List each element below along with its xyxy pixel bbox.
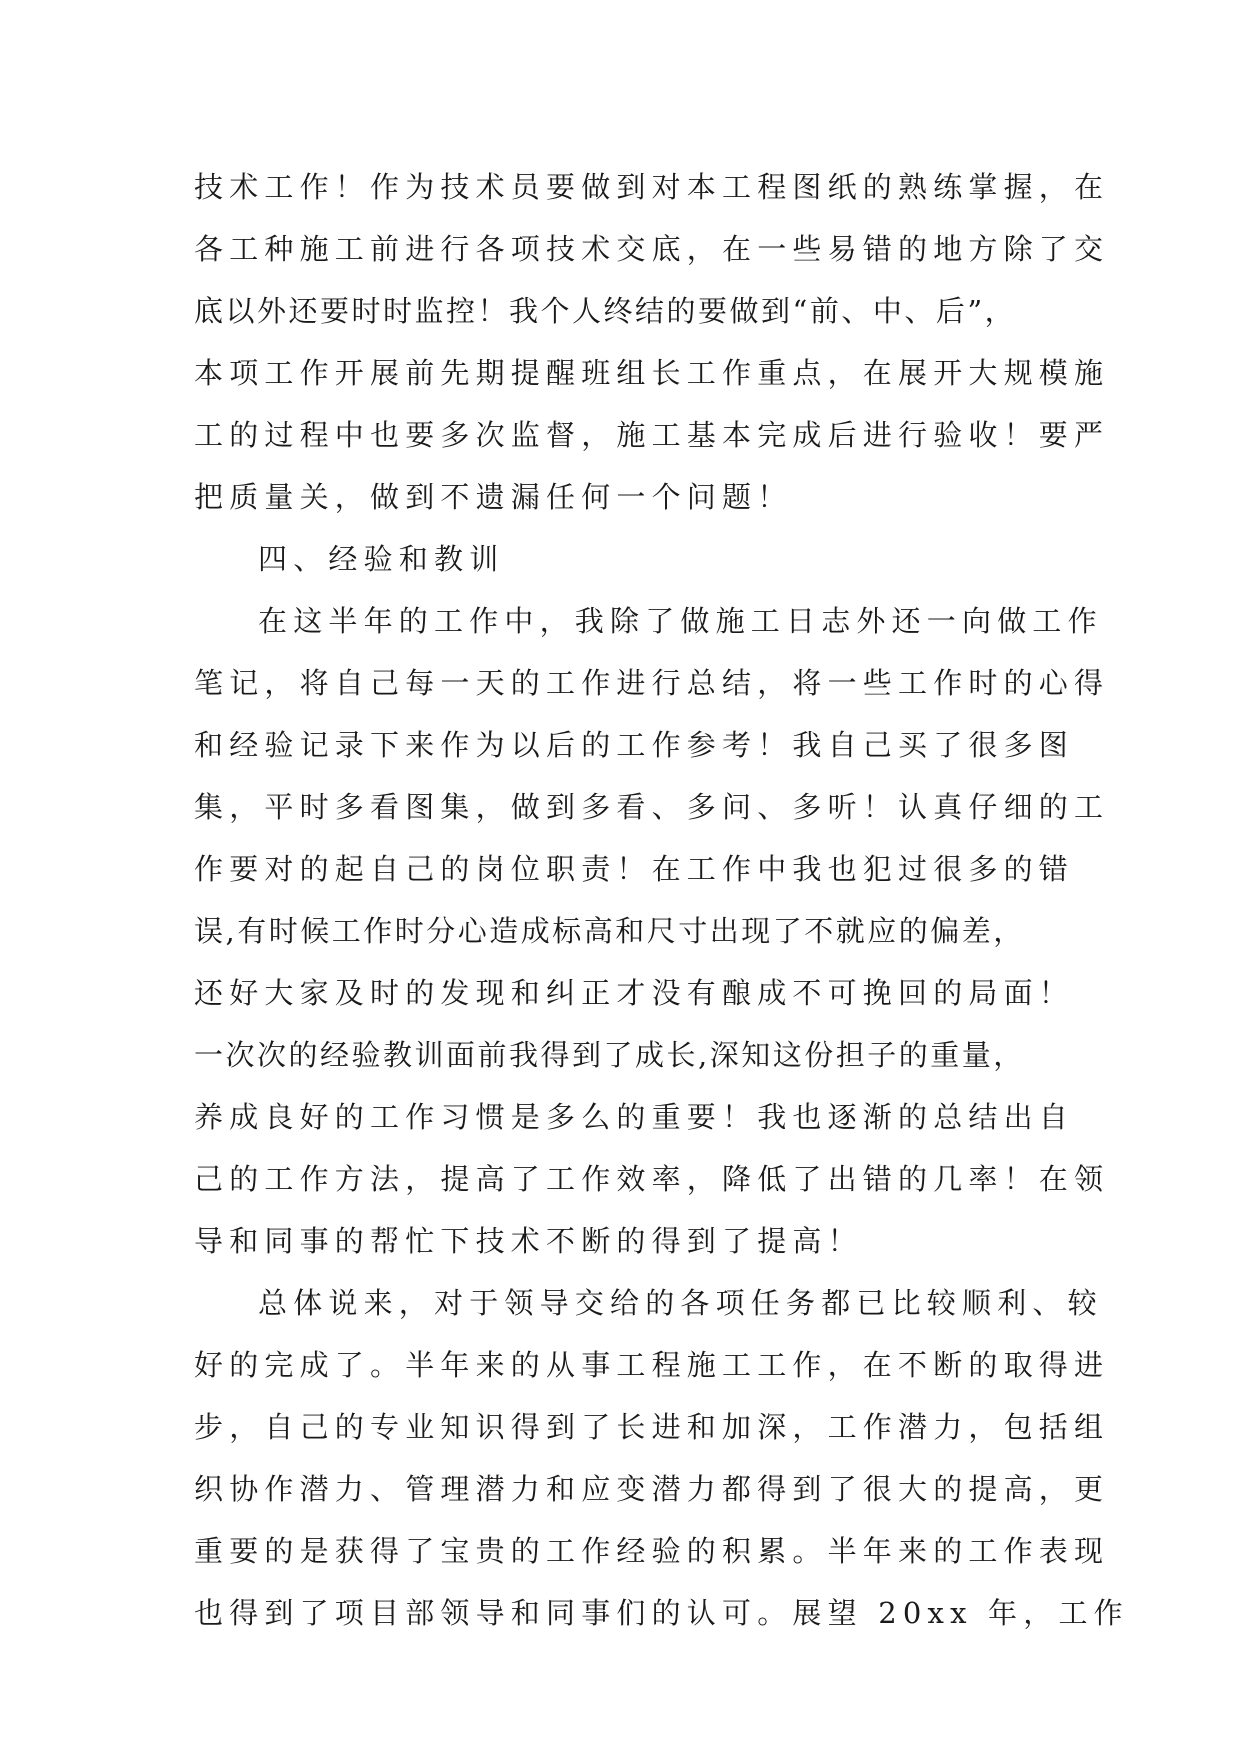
document-body	[194, 156, 1129, 1644]
text-line: 织协作潜力、管理潜力和应变潜力都得到了很大的提高，更	[194, 1472, 1110, 1506]
text-line: 重要的是获得了宝贵的工作经验的积累。半年来的工作表现	[194, 1534, 1110, 1568]
text-line: 一次次的经验教训面前我得到了成长,深知这份担子的重量，	[194, 1038, 1025, 1072]
text-line: 还好大家及时的发现和纠正才没有酿成不可挽回的局面！	[194, 976, 1075, 1010]
text-line: 好的完成了。半年来的从事工程施工工作，在不断的取得进	[194, 1348, 1110, 1382]
paragraph-start: 在这半年的工作中，我除了做施工日志外还一向做工作	[258, 604, 1103, 638]
text-line: 把质量关，做到不遗漏任何一个问题！	[194, 480, 793, 514]
text-line: 己的工作方法，提高了工作效率，降低了出错的几率！在领	[194, 1162, 1110, 1196]
text-line: 导和同事的帮忙下技术不断的得到了提高！	[194, 1224, 863, 1258]
text-line: 技术工作！作为技术员要做到对本工程图纸的熟练掌握，在	[194, 170, 1110, 204]
text-line: 各工种施工前进行各项技术交底，在一些易错的地方除了交	[194, 232, 1110, 266]
text-line: 笔记，将自己每一天的工作进行总结，将一些工作时的心得	[194, 666, 1110, 700]
text-line: 和经验记录下来作为以后的工作参考！我自己买了很多图	[194, 728, 1075, 762]
text-line: 步，自己的专业知识得到了长进和加深，工作潜力，包括组	[194, 1410, 1110, 1444]
text-line: 底以外还要时时监控！我个人终结的要做到“前、中、后”，	[194, 294, 1017, 328]
text-line: 本项工作开展前先期提醒班组长工作重点，在展开大规模施	[194, 356, 1110, 390]
text-line: 作要对的起自己的岗位职责！在工作中我也犯过很多的错	[194, 852, 1075, 886]
text-line: 养成良好的工作习惯是多么的重要！我也逐渐的总结出自	[194, 1100, 1075, 1134]
section-heading: 四、经验和教训	[258, 542, 505, 576]
text-line: 工的过程中也要多次监督，施工基本完成后进行验收！要严	[194, 418, 1110, 452]
text-line: 集，平时多看图集，做到多看、多问、多听！认真仔细的工	[194, 790, 1110, 824]
paragraph-start: 总体说来，对于领导交给的各项任务都已比较顺利、较	[258, 1286, 1103, 1320]
text-line: 也得到了项目部领导和同事们的认可。展望 20xx 年，工作	[194, 1596, 1129, 1630]
text-line: 误,有时候工作时分心造成标高和尺寸出现了不就应的偏差，	[194, 914, 1025, 948]
